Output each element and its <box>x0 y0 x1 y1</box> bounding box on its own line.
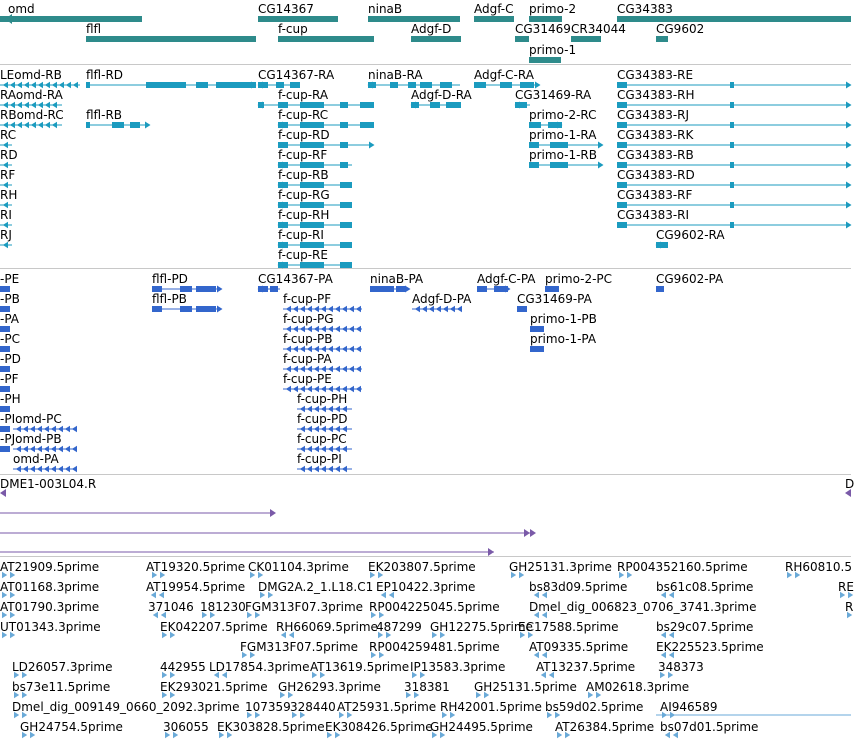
track-separator <box>0 474 851 475</box>
transcript-label[interactable]: LEomd-RB <box>0 68 62 82</box>
transcript-cg34383-rh-strand-arrow <box>846 102 852 109</box>
transcript-cg34383-rk-strand-arrow <box>846 142 852 149</box>
gene-label[interactable]: CR34044 <box>571 22 626 36</box>
transcript-primo-1-ra-strand-arrow <box>598 142 604 149</box>
transcript-label[interactable]: RF <box>0 168 16 182</box>
transcript-label[interactable]: ninaB-RA <box>368 68 423 82</box>
protein-label[interactable]: -PA <box>0 312 20 326</box>
transcript-flfl-rb-exon[interactable] <box>130 122 140 128</box>
transcript-adgf-d-ra-exon[interactable] <box>446 102 461 108</box>
protein-f-cup-pa-chevron <box>342 366 347 372</box>
transcript-f-cup-ra-exon[interactable] <box>360 102 374 108</box>
protein-f-cup-pe-chevron <box>349 386 354 392</box>
est-label[interactable]: bs59d02.5prime <box>545 700 644 714</box>
clone-arrow-2b <box>530 529 536 537</box>
transcript-flfl-rb-exon[interactable] <box>86 122 90 128</box>
est-label[interactable]: AT26384.5prime <box>555 720 655 734</box>
protein-adgf-d-pa-chevron <box>443 306 448 312</box>
transcript-label[interactable]: CG34383-RF <box>617 188 693 202</box>
protein-f-cup-pi-chevron <box>300 466 305 472</box>
gene-omd[interactable] <box>0 16 142 22</box>
est-label[interactable]: GH25131.5prime <box>474 680 577 694</box>
est-label[interactable]: 371046 <box>148 600 194 614</box>
gene-label[interactable]: primo-1 <box>529 43 577 57</box>
protein-omd-pa-chevron <box>23 466 28 472</box>
est-label[interactable]: AT01168.3prime <box>0 580 100 594</box>
protein-omd-pc-chevron <box>65 426 70 432</box>
transcript-flfl-rb-strand-arrow <box>145 122 151 129</box>
gene-primo-1[interactable] <box>529 57 561 63</box>
protein-flfl-pd-exon[interactable] <box>196 286 216 292</box>
transcript-label[interactable]: f-cup-RH <box>278 208 330 222</box>
protein-omd-pb-chevron <box>65 446 70 452</box>
protein-cg31469-pa[interactable] <box>517 306 527 312</box>
transcript-label[interactable]: Adgf-C-RA <box>474 68 534 82</box>
protein-label[interactable]: primo-1-PB <box>530 312 597 326</box>
protein-flfl-pd-strand-arrow <box>217 286 223 293</box>
est-label[interactable]: RP004259481.5prime <box>369 640 500 654</box>
protein-f-cup-pi-chevron <box>335 466 340 472</box>
protein-f-cup-pb-chevron <box>349 346 354 352</box>
gene-label[interactable]: primo-2 <box>529 2 577 16</box>
est-label[interactable]: 487299 <box>376 620 422 634</box>
est-label[interactable]: bs61c08.5prime <box>656 580 754 594</box>
protein-label[interactable]: CG31469-PA <box>517 292 592 306</box>
est-label[interactable]: 328440 <box>290 700 336 714</box>
est-label[interactable]: AI946589 <box>660 700 718 714</box>
transcript-cg34383-ri-strand-arrow <box>846 222 852 229</box>
protein-label[interactable]: ninaB-PA <box>370 272 424 286</box>
transcript-label[interactable]: primo-1-RB <box>529 148 598 162</box>
transcript-cg34383-re-strand-arrow <box>846 82 852 89</box>
transcript-f-cup-re-exon[interactable] <box>340 262 352 268</box>
protein-omd-pa-chevron <box>72 466 77 472</box>
gene-label[interactable]: CG34383 <box>617 2 673 16</box>
transcript-flfl-rd-exon[interactable] <box>86 82 90 88</box>
transcript-label[interactable]: RH <box>0 188 18 202</box>
transcript-f-cup-ri-exon[interactable] <box>340 242 352 248</box>
transcript-primo-1-rb-exon[interactable] <box>529 162 539 168</box>
transcript-f-cup-rd-strand-arrow <box>369 142 375 149</box>
transcript-flfl-rb-exon[interactable] <box>112 122 124 128</box>
transcript-f-cup-rb-exon[interactable] <box>340 182 352 188</box>
est-label[interactable]: AT25931.5prime <box>337 700 437 714</box>
est-label[interactable]: AT19954.5prime <box>146 580 246 594</box>
protein-label[interactable]: -PF <box>0 372 19 386</box>
protein-cg9602-pa[interactable] <box>656 286 664 292</box>
protein-label[interactable]: Adgf-C-PA <box>477 272 536 286</box>
est-label[interactable]: GH25131.3prime <box>509 560 612 574</box>
est-label[interactable]: Dmel_dig_006823_0706_3741.3prime <box>529 600 757 614</box>
transcript-cg34383-rj-strand-arrow <box>846 122 852 129</box>
protein-f-cup-pg-chevron <box>335 326 340 332</box>
gene-label[interactable]: Adgf-D <box>411 22 452 36</box>
est-label[interactable]: LD26057.3prime <box>12 660 113 674</box>
transcript-omd-rc-chevron <box>31 122 36 128</box>
protein-adgf-d-pa-chevron <box>436 306 441 312</box>
transcript-label[interactable]: CG34383-RK <box>617 128 694 142</box>
protein-label[interactable]: -PC <box>0 332 20 346</box>
protein-ninab-pa-strand-arrow <box>405 286 411 293</box>
transcript-primo-1-rb-strand-arrow <box>598 162 604 169</box>
transcript-label[interactable]: RAomd-RA <box>0 88 63 102</box>
transcript-f-cup-re-exon[interactable] <box>300 262 324 268</box>
protein-adgf-c-pa-exon[interactable] <box>477 286 487 292</box>
protein-label[interactable]: f-cup-PD <box>297 412 348 426</box>
clone-arrow-1 <box>270 509 276 517</box>
protein-f-cup-pg-chevron <box>356 326 361 332</box>
protein-label[interactable]: f-cup-PF <box>283 292 332 306</box>
transcript-label[interactable]: CG34383-RD <box>617 168 695 182</box>
est-label[interactable]: bs07d01.5prime <box>660 720 759 734</box>
transcript-cg34383-rh-exon[interactable] <box>730 102 734 108</box>
protein-label[interactable]: CG14367-PA <box>258 272 333 286</box>
est-label[interactable]: FGM313F07.5prime <box>240 640 359 654</box>
protein-label[interactable]: f-cup-PI <box>297 452 342 466</box>
protein-f-cup-pa-chevron <box>335 366 340 372</box>
est-label[interactable]: EK203807.5prime <box>368 560 476 574</box>
protein-label[interactable]: f-cup-PE <box>283 372 332 386</box>
transcript-label[interactable]: RD <box>0 148 18 162</box>
gene-label[interactable]: omd <box>8 2 35 16</box>
est-label[interactable]: GH24495.5prime <box>430 720 533 734</box>
clone-arrow-3 <box>488 548 494 556</box>
est-label[interactable]: RP004352160.5prime <box>617 560 748 574</box>
est-label[interactable]: 442955 <box>160 660 206 674</box>
est-label[interactable]: UT01343.3prime <box>0 620 101 634</box>
transcript-label[interactable]: f-cup-RE <box>278 248 328 262</box>
est-label[interactable]: AT13619.5prime <box>310 660 410 674</box>
protein-omd-pa-chevron <box>30 466 35 472</box>
transcript-cg34383-rb-strand-arrow <box>846 162 852 169</box>
transcript-label[interactable]: f-cup-RG <box>278 188 330 202</box>
track-separator <box>0 268 851 269</box>
protein-f-cup-pi-chevron <box>321 466 326 472</box>
est-label[interactable]: EP10422.3prime <box>376 580 476 594</box>
transcript-label[interactable]: RJ <box>0 228 12 242</box>
protein-f-cup-pb-chevron <box>335 346 340 352</box>
transcript-label[interactable]: CG34383-RB <box>617 148 694 162</box>
transcript-f-cup-rc-exon[interactable] <box>340 122 348 128</box>
protein-f-cup-pf-chevron <box>349 306 354 312</box>
transcript-omd-rb-chevron <box>66 82 71 88</box>
protein-label[interactable]: -PH <box>0 392 21 406</box>
protein-f-cup-pi-chevron <box>328 466 333 472</box>
est-label[interactable]: RP004225045.5prime <box>369 600 500 614</box>
gene-label[interactable]: Adgf-C <box>474 2 514 16</box>
protein-label[interactable]: f-cup-PH <box>297 392 348 406</box>
transcript-label[interactable]: flfl-RB <box>86 108 123 122</box>
protein-pj[interactable] <box>0 446 10 452</box>
protein-label[interactable]: -PIomd-PC <box>0 412 62 426</box>
est-label[interactable]: CK01104.3prime <box>248 560 349 574</box>
gene-adgf-c[interactable] <box>474 16 514 22</box>
transcript-cg34383-ri-exon[interactable] <box>617 222 627 228</box>
transcript-label[interactable]: RC <box>0 128 17 142</box>
est-label[interactable]: EC17588.5prime <box>518 620 619 634</box>
est-label[interactable]: 348373 <box>658 660 704 674</box>
protein-flfl-pb-exon[interactable] <box>180 306 192 312</box>
est-label[interactable]: RH66069.5prime <box>276 620 378 634</box>
protein-label[interactable]: flfl-PB <box>152 292 187 306</box>
protein-f-cup-pi-chevron <box>314 466 319 472</box>
transcript-flfl-rd-exon[interactable] <box>216 82 256 88</box>
transcript-rj-chevron <box>3 242 8 248</box>
est-label[interactable]: Dmel_dig_009149_0660_2092.3prime <box>12 700 240 714</box>
protein-primo-1-pa[interactable] <box>530 346 544 352</box>
transcript-cg34383-rf-strand-arrow <box>846 202 852 209</box>
gene-label[interactable]: CG14367 <box>258 2 314 16</box>
transcript-omd-rc-chevron <box>24 122 29 128</box>
protein-label[interactable]: -PD <box>0 352 21 366</box>
transcript-label[interactable]: RBomd-RC <box>0 108 64 122</box>
protein-f-cup-pi-chevron <box>307 466 312 472</box>
est-label[interactable]: AM02618.3prime <box>586 680 690 694</box>
gene-label[interactable]: CG31469 <box>515 22 571 36</box>
protein-label[interactable]: omd-PA <box>13 452 59 466</box>
protein-f-cup-pe-chevron <box>286 386 291 392</box>
gene-flfl[interactable] <box>86 36 256 42</box>
transcript-omd-rc-chevron <box>17 122 22 128</box>
transcript-cg34383-rk-exon[interactable] <box>730 142 734 148</box>
transcript-f-cup-rg-exon[interactable] <box>340 202 352 208</box>
gene-cg9602[interactable] <box>656 36 668 42</box>
protein-label[interactable]: primo-1-PA <box>530 332 597 346</box>
protein-omd-pa-chevron <box>44 466 49 472</box>
protein-f-cup-pf-chevron <box>356 306 361 312</box>
protein-f-cup-pi-chevron <box>342 466 347 472</box>
transcript-label[interactable]: CG34383-RE <box>617 68 694 82</box>
est-label[interactable]: AT19320.5prime <box>146 560 246 574</box>
protein-f-cup-pa-chevron <box>349 366 354 372</box>
transcript-cg34383-rb-exon[interactable] <box>730 162 734 168</box>
transcript-omd-rc-chevron <box>45 122 50 128</box>
protein-omd-pa-chevron <box>37 466 42 472</box>
transcript-cg34383-rf-exon[interactable] <box>730 202 734 208</box>
transcript-label[interactable]: f-cup-RF <box>278 148 328 162</box>
transcript-label[interactable]: CG31469-RA <box>515 88 592 102</box>
transcript-primo-1-rb-exon[interactable] <box>550 162 568 168</box>
protein-cg14367-pa-exon[interactable] <box>270 286 278 292</box>
est-label[interactable]: RH60810.5 <box>785 560 852 574</box>
est-label[interactable]: RH42001.5prime <box>440 700 542 714</box>
transcript-ninab-ra-exon[interactable] <box>390 82 398 88</box>
protein-label[interactable]: -PE <box>0 272 20 286</box>
protein-omd-pa-chevron <box>51 466 56 472</box>
track-separator <box>0 556 851 557</box>
transcript-label[interactable]: CG9602-RA <box>656 228 725 242</box>
transcript-cg34383-rj-exon[interactable] <box>730 122 734 128</box>
est-label[interactable]: EK303828.5prime <box>217 720 325 734</box>
est-label[interactable]: AT13237.5prime <box>536 660 636 674</box>
transcript-label[interactable]: CG34383-RJ <box>617 108 690 122</box>
protein-ninab-pa-exon[interactable] <box>396 286 406 292</box>
transcript-omd-rb-chevron <box>73 82 78 88</box>
gene-adgf-d[interactable] <box>411 36 461 42</box>
transcript-cg34383-ri-exon[interactable] <box>730 222 734 228</box>
transcript-f-cup-rh-exon[interactable] <box>340 222 352 228</box>
protein-f-cup-pe-chevron <box>356 386 361 392</box>
est-label[interactable]: AT09335.5prime <box>529 640 629 654</box>
transcript-f-cup-rc-exon[interactable] <box>360 122 374 128</box>
est-label[interactable]: AT01790.3prime <box>0 600 100 614</box>
protein-f-cup-pg-chevron <box>349 326 354 332</box>
protein-adgf-d-pa-chevron <box>415 306 420 312</box>
gene-label[interactable]: f-cup <box>278 22 308 36</box>
gene-cg34383[interactable] <box>617 16 851 22</box>
est-label[interactable]: EK042207.5prime <box>160 620 268 634</box>
est-label[interactable]: 306055 <box>163 720 209 734</box>
gene-f-cup[interactable] <box>278 36 374 42</box>
protein-label[interactable]: flfl-PD <box>152 272 188 286</box>
est-label[interactable]: EK308426.5prime <box>325 720 433 734</box>
protein-adgf-d-pa-chevron <box>429 306 434 312</box>
transcript-cg34383-re-exon[interactable] <box>730 82 734 88</box>
transcript-label[interactable]: flfl-RD <box>86 68 124 82</box>
transcript-cg34383-rd-strand-arrow <box>846 182 852 189</box>
protein-f-cup-pc-chevron <box>342 446 347 452</box>
transcript-label[interactable]: Adgf-D-RA <box>411 88 472 102</box>
est-label[interactable]: bs29c07.5prime <box>656 620 754 634</box>
protein-omd-pa-chevron <box>58 466 63 472</box>
est-label[interactable]: RE <box>838 580 854 594</box>
protein-omd-pa-chevron <box>65 466 70 472</box>
transcript-label[interactable]: f-cup-RA <box>278 88 329 102</box>
protein-ninab-pa-exon[interactable] <box>370 286 394 292</box>
protein-flfl-pb-exon[interactable] <box>196 306 216 312</box>
protein-label[interactable]: f-cup-PG <box>283 312 334 326</box>
transcript-f-cup-ra-exon[interactable] <box>340 102 348 108</box>
gene-label[interactable]: ninaB <box>368 2 403 16</box>
est-label[interactable]: IP13583.3prime <box>410 660 506 674</box>
protein-adgf-d-pa-chevron <box>457 306 462 312</box>
est-label[interactable]: GH24754.5prime <box>20 720 123 734</box>
protein-omd-pb-chevron <box>72 446 77 452</box>
protein-label[interactable]: -PB <box>0 292 20 306</box>
transcript-f-cup-rd-exon[interactable] <box>340 142 348 148</box>
protein-f-cup-pg-chevron <box>342 326 347 332</box>
protein-f-cup-pa-chevron <box>356 366 361 372</box>
transcript-f-cup-rf-exon[interactable] <box>340 162 348 168</box>
protein-label[interactable]: Adgf-D-PA <box>412 292 472 306</box>
est-label[interactable]: R <box>845 600 854 614</box>
protein-label[interactable]: f-cup-PC <box>297 432 347 446</box>
protein-adgf-d-pa-chevron <box>450 306 455 312</box>
transcript-flfl-rd-exon[interactable] <box>196 82 208 88</box>
transcript-label[interactable]: RI <box>0 208 12 222</box>
protein-f-cup-pb-chevron <box>356 346 361 352</box>
est-label[interactable]: EK293021.5prime <box>160 680 268 694</box>
transcript-flfl-rd-exon[interactable] <box>146 82 186 88</box>
transcript-label[interactable]: f-cup-RB <box>278 168 329 182</box>
protein-omd-pc-chevron <box>72 426 77 432</box>
protein-label[interactable]: f-cup-PB <box>283 332 333 346</box>
protein-flfl-pb-exon[interactable] <box>152 306 162 312</box>
protein-label[interactable]: primo-2-PC <box>545 272 613 286</box>
gene-label[interactable]: CG9602 <box>656 22 705 36</box>
transcript-label[interactable]: f-cup-RI <box>278 228 324 242</box>
transcript-label[interactable]: CG34383-RH <box>617 88 695 102</box>
transcript-label[interactable]: f-cup-RD <box>278 128 330 142</box>
protein-flfl-pb-strand-arrow <box>217 306 223 313</box>
transcript-label[interactable]: f-cup-RC <box>278 108 329 122</box>
protein-f-cup-pf-chevron <box>342 306 347 312</box>
est-label[interactable]: 107359 <box>245 700 291 714</box>
transcript-label[interactable]: CG14367-RA <box>258 68 335 82</box>
protein-label[interactable]: CG9602-PA <box>656 272 724 286</box>
est-label[interactable]: LD17854.3prime <box>209 660 310 674</box>
protein-omd-pa-chevron <box>16 466 21 472</box>
est-label[interactable]: 318381 <box>404 680 450 694</box>
clone-label[interactable]: D <box>845 477 854 491</box>
est-label[interactable]: FGM313F07.3prime <box>245 600 364 614</box>
protein-f-cup-pf-chevron <box>335 306 340 312</box>
protein-adgf-d-pa-chevron <box>422 306 427 312</box>
transcript-omd-rc-chevron <box>38 122 43 128</box>
gene-cr34044[interactable] <box>571 36 601 42</box>
gene-label[interactable]: flfl <box>86 22 102 36</box>
protein-label[interactable]: -PJomd-PB <box>0 432 62 446</box>
transcript-adgf-c-ra-exon[interactable] <box>474 82 486 88</box>
est-label[interactable]: DMG2A.2_1.L18.C1 <box>258 580 374 594</box>
est-label[interactable]: 181230 <box>200 600 246 614</box>
est-label[interactable]: GH26293.3prime <box>278 680 381 694</box>
protein-f-cup-pb-chevron <box>342 346 347 352</box>
est-label[interactable]: AT21909.5prime <box>0 560 100 574</box>
clone-label[interactable]: DME1-003L04.R <box>0 477 97 491</box>
clone-arrow-2a <box>524 529 530 537</box>
protein-label[interactable]: f-cup-PA <box>283 352 332 366</box>
est-label[interactable]: bs83d09.5prime <box>529 580 628 594</box>
transcript-label[interactable]: primo-1-RA <box>529 128 597 142</box>
est-label[interactable]: GH12275.5prime <box>430 620 533 634</box>
track-separator <box>0 64 851 65</box>
transcript-cg34383-rd-exon[interactable] <box>730 182 734 188</box>
transcript-adgf-c-ra-exon[interactable] <box>500 82 512 88</box>
transcript-omd-rc-chevron <box>52 122 57 128</box>
gene-cg31469[interactable] <box>515 36 529 42</box>
est-label[interactable]: EK225523.5prime <box>656 640 764 654</box>
transcript-label[interactable]: primo-2-RC <box>529 108 597 122</box>
transcript-label[interactable]: CG34383-RI <box>617 208 690 222</box>
est-label[interactable]: bs73e11.5prime <box>12 680 111 694</box>
transcript-adgf-d-ra-exon[interactable] <box>430 102 440 108</box>
